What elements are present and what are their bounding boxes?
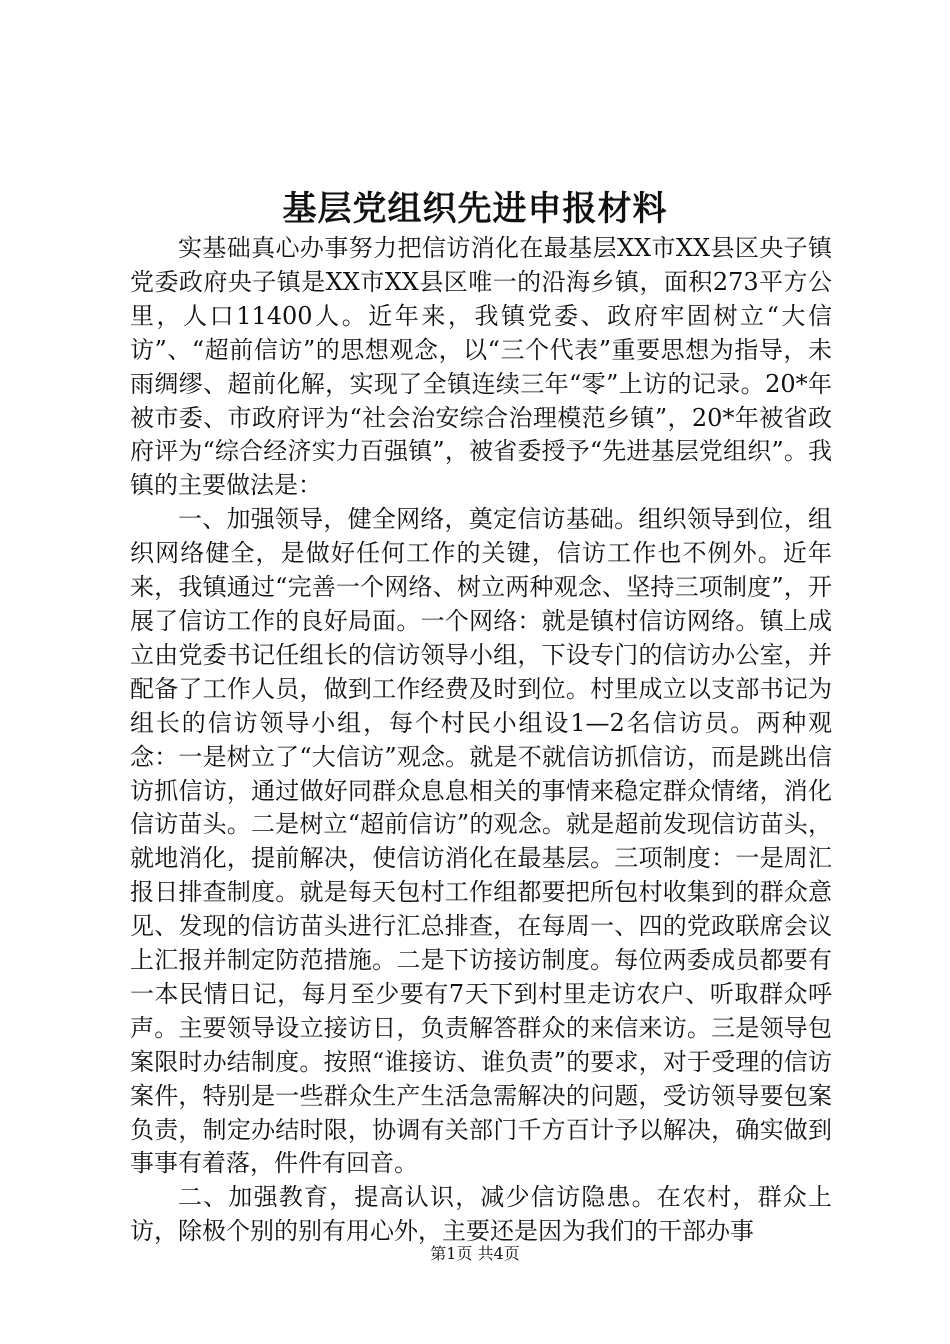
paragraph-section-one: 一、加强领导，健全网络，奠定信访基础。组织领导到位，组织网络健全，是做好任何工作的关键，信访工作也不例外。近年来，我镇通过“完善一个网络、树立两种观念、坚持三项制度”，开展了信访工作的良好局面。一个网络：就是镇村信访网络。镇上成立由党委书记任组长的信访领导小组，下设专门的信访办公室，并配备了工作人员，做到工作经费及时到位。村里成立以支部书记为组长的信访领导小组，每个村民小组设1—2名信访员。两种观念：一是树立了“大信访”观念。就是不就信访抓信访，而是跳出信访抓信访，通过做好同群众息息相关的事情来稳定群众情绪，消化信访苗头。二是树立“超前信访”的观念。就是超前发现信访苗头，就地消化，提前解决，使信访消化在最基层。三项制度：一是周汇报日排查制度。就是每天包村工作组都要把所包村收集到的群众意见、发现的信访苗头进行汇总排查，在每周一、四的党政联席会议上汇报并制定防范措施。二是下访接访制度。每位两委成员都要有一本民情日记，每月至少要有7天下到村里走访农户、听取群众呼声。主要领导设立接访日，负责解答群众的来信来访。三是领导包案限时办结制度。按照“谁接访、谁负责”的要求，对于受理的信访案件，特别是一些群众生产生活急需解决的问题，受访领导要包案负责，制定办结时限，协调有关部门千方百计予以解决，确实做到事事有着落，件件有回音。 [130, 505, 832, 1178]
document-title: 基层党组织先进申报材料 [282, 189, 668, 229]
paragraph-section-two: 二、加强教育，提高认识，减少信访隐患。在农村，群众上访，除极个别的别有用心外，主要还是因为我们的干部办事 [130, 1183, 832, 1246]
page-number-footer: 第1页 共4页 [430, 1244, 520, 1263]
document-body [130, 232, 832, 1249]
paragraph-intro: 实基础真心办事努力把信访消化在最基层XX市XX县区央子镇党委政府央子镇是XX市XX县区唯一的沿海乡镇，面积273平方公里，人口11400人。近年来，我镇党委、政府牢固树立“大信访”、“超前信访”的思想观念，以“三个代表”重要思想为指导，未雨绸缪、超前化解，实现了全镇连续三年“零”上访的记录。20*年被市委、市政府评为“社会治安综合治理模范乡镇”，20*年被省政府评为“综合经济实力百强镇”，被省委授予“先进基层党组织”。我镇的主要做法是： [130, 234, 832, 500]
